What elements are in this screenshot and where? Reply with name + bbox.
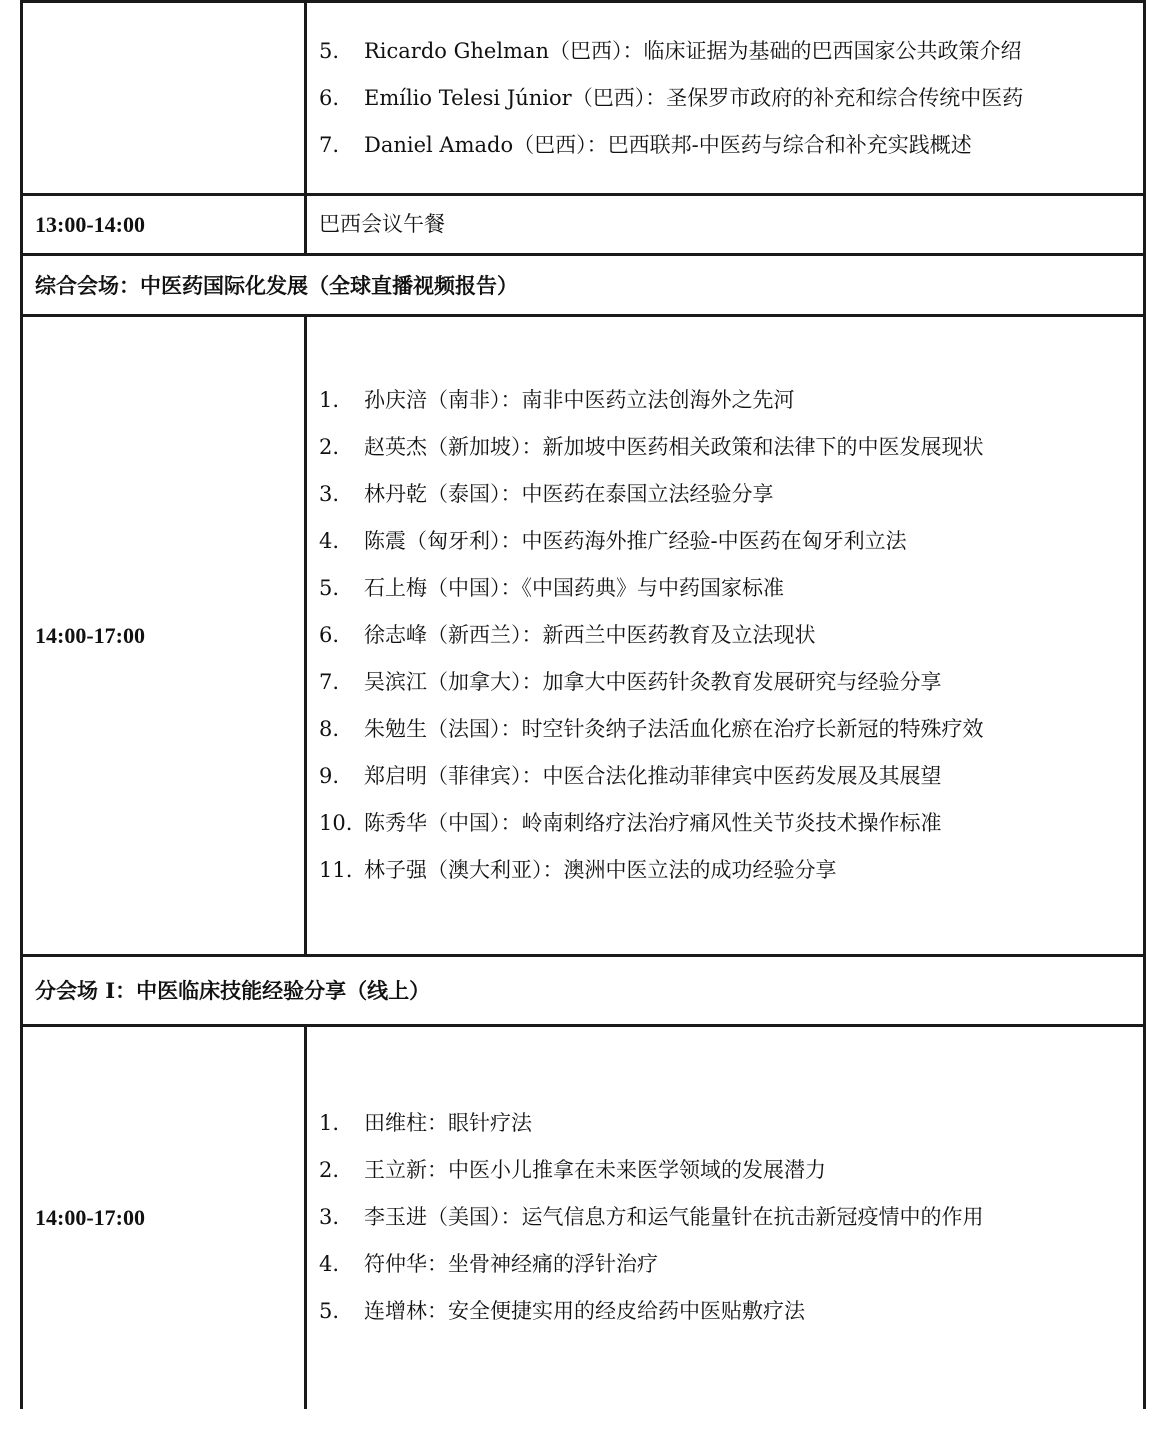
item-text: 石上梅（中国）：《中国药典》与中药国家标准 [364,576,784,600]
item-text: 林丹乾（泰国）：中医药在泰国立法经验分享 [364,482,774,506]
section-header: 分会场 I：中医临床技能经验分享（线上） [22,956,1145,1026]
item-number: 1. [319,1111,340,1136]
list-item [319,1288,1143,1335]
item-text: 赵英杰（新加坡）：新加坡中医药相关政策和法律下的中医发展现状 [364,435,984,459]
item-number: 4. [319,529,340,553]
table-row [22,195,1145,255]
schedule-table [20,0,1146,1409]
item-number: 6. [319,623,340,647]
item-text: 林子强（澳大利亚）：澳洲中医立法的成功经验分享 [364,858,837,882]
item-number: 6. [319,85,340,110]
list-item [319,424,1143,471]
list-item [319,122,1143,169]
content-cell [306,2,1145,195]
table-row [22,2,1145,195]
item-number: 1. [319,388,340,412]
item-text: 郑启明（菲律宾）：中医合法化推动菲律宾中医药发展及其展望 [364,764,942,788]
item-number: 2. [319,435,340,459]
list-item [319,1100,1143,1147]
item-number: 7. [319,132,340,157]
item-text: 李玉进（美国）：运气信息方和运气能量针在抗击新冠疫情中的作用 [364,1205,984,1230]
item-text: 连增林：安全便捷实用的经皮给药中医贴敷疗法 [364,1299,805,1324]
item-text: 孙庆涪（南非）：南非中医药立法创海外之先河 [364,388,795,412]
list-item [319,471,1143,518]
item-number: 5. [319,576,340,600]
item-text: Ricardo Ghelman（巴西）：临床证据为基础的巴西国家公共政策介绍 [364,38,1022,63]
section-header: 综合会场：中医药国际化发展（全球直播视频报告） [22,255,1145,316]
item-number: 7. [319,670,340,694]
table-row [22,956,1145,1026]
item-number: 3. [319,1205,340,1230]
time-cell [22,2,306,195]
list-item [319,75,1143,122]
list-item [319,377,1143,424]
item-text: 陈震（匈牙利）：中医药海外推广经验-中医药在匈牙利立法 [364,529,907,553]
item-number: 2. [319,1158,340,1183]
list-item [319,706,1143,753]
content-cell [306,316,1145,956]
item-number: 5. [319,1299,340,1324]
time-cell: 14:00-17:00 [22,316,306,956]
item-number: 9. [319,764,340,788]
item-number: 3. [319,482,340,506]
item-text: 符仲华：坐骨神经痛的浮针治疗 [364,1252,658,1277]
list-item [319,800,1143,847]
list-item [319,659,1143,706]
list-item [319,1147,1143,1194]
list-item [319,565,1143,612]
item-number: 11. [319,858,353,882]
time-cell: 14:00-17:00 [22,1026,306,1409]
list-item [319,753,1143,800]
content-cell: 巴西会议午餐 [306,195,1145,255]
list-item [319,1241,1143,1288]
list-item [319,518,1143,565]
speaker-list [319,1100,1143,1335]
content-cell [306,1026,1145,1409]
item-text: 朱勉生（法国）：时空针灸纳子法活血化瘀在治疗长新冠的特殊疗效 [364,717,984,741]
item-text: 吴滨江（加拿大）：加拿大中医药针灸教育发展研究与经验分享 [364,670,942,694]
list-item [319,612,1143,659]
list-item [319,28,1143,75]
table-row [22,255,1145,316]
speaker-list [319,28,1143,169]
item-number: 8. [319,717,340,741]
item-text: 田维柱：眼针疗法 [364,1111,532,1136]
item-text: Emílio Telesi Júnior（巴西）：圣保罗市政府的补充和综合传统中医药 [364,85,1024,110]
item-text: 徐志峰（新西兰）：新西兰中医药教育及立法现状 [364,623,816,647]
item-text: 王立新：中医小儿推拿在未来医学领域的发展潜力 [364,1158,826,1183]
table-row [22,1026,1145,1409]
item-text: 陈秀华（中国）：岭南刺络疗法治疗痛风性关节炎技术操作标准 [364,811,942,835]
item-number: 5. [319,38,340,63]
list-item [319,847,1143,894]
table-row [22,316,1145,956]
list-item [319,1194,1143,1241]
speaker-list [319,377,1143,894]
time-cell: 13:00-14:00 [22,195,306,255]
item-number: 4. [319,1252,340,1277]
item-text: Daniel Amado（巴西）：巴西联邦-中医药与综合和补充实践概述 [364,132,972,157]
item-number: 10. [319,811,353,835]
